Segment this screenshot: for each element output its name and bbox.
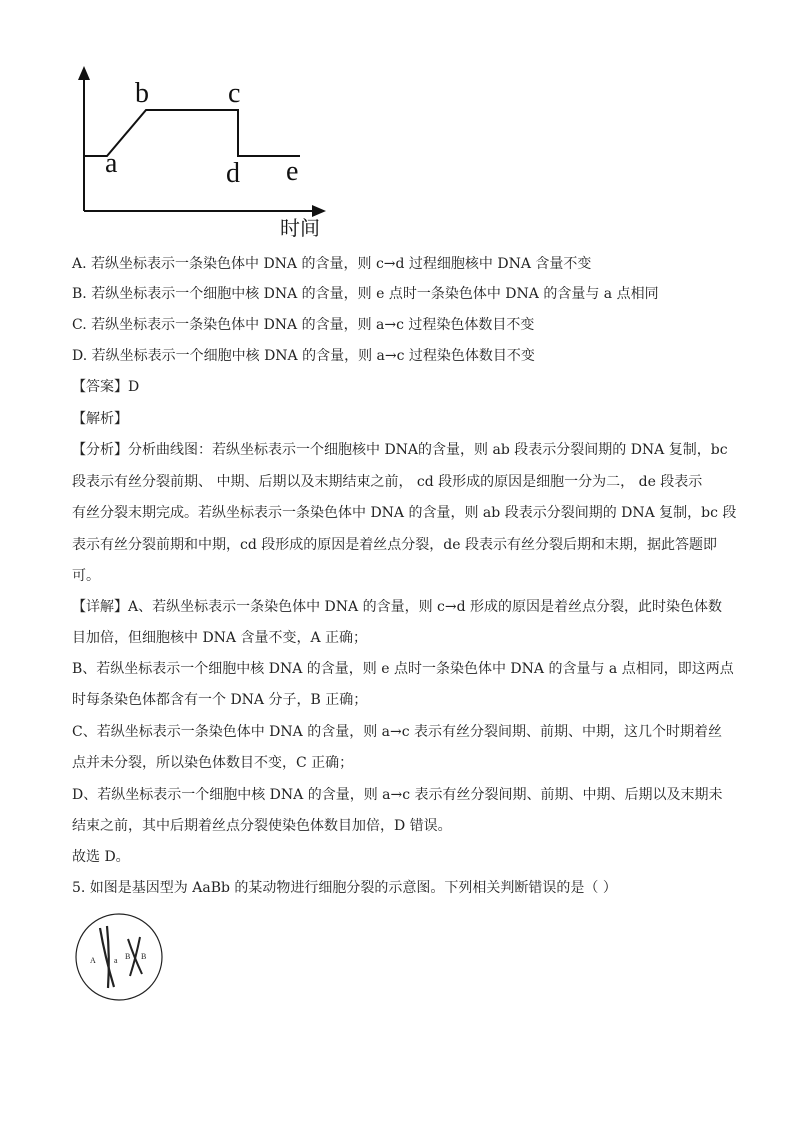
analysis-line: 【分析】分析曲线图：若纵坐标表示一个细胞核中 DNA的含量，则 ab 段表示分裂间期的 DNA 复制，bc — [72, 442, 728, 458]
analysis-line: 可。 — [72, 568, 100, 584]
point-label-b: b — [135, 78, 149, 109]
detail-line: 结束之前，其中后期着丝点分裂使染色体数目加倍，D 错误。 — [72, 818, 452, 834]
point-label-c: c — [228, 78, 241, 109]
gene-label-A: A — [90, 956, 96, 965]
small-chromatid-2 — [130, 937, 140, 976]
cell-drawing — [74, 912, 164, 1002]
dna-content-graph — [60, 60, 350, 245]
analysis-line: 表示有丝分裂前期和中期，cd 段形成的原因是着丝点分裂，de 段表示有丝分裂后期和末期，据此答题即 — [72, 537, 717, 553]
point-label-a: a — [105, 148, 118, 179]
gene-label-B-right: B — [141, 952, 147, 961]
y-axis-arrow — [78, 66, 90, 80]
x-axis-label: 时间 — [280, 216, 320, 240]
detail-line: 时每条染色体都含有一个 DNA 分子，B 正确； — [72, 692, 368, 708]
detail-line: 目加倍，但细胞核中 DNA 含量不变，A 正确； — [72, 630, 368, 646]
cell-membrane — [76, 914, 162, 1000]
detail-line: C、若纵坐标表示一条染色体中 DNA 的含量，则 a→c 表示有丝分裂间期、前期、中期，这几个时期着丝 — [72, 724, 723, 740]
point-label-e: e — [286, 156, 299, 187]
option-a: A. 若纵坐标表示一条染色体中 DNA 的含量，则 c→d 过程细胞核中 DNA 含量不变 — [72, 256, 592, 272]
analysis-line: 段表示有丝分裂前期、 中期、后期以及末期结束之前， cd 段形成的原因是细胞一分为二， de 段表示 — [72, 474, 703, 490]
cell-division-diagram — [74, 912, 164, 1002]
large-chromatid-2 — [107, 926, 109, 988]
answer-line: 【答案】D — [72, 379, 140, 395]
detail-line: 点并未分裂，所以染色体数目不变，C 正确； — [72, 755, 354, 771]
analysis-line: 有丝分裂末期完成。若纵坐标表示一条染色体中 DNA 的含量，则 ab 段表示分裂间期的 DNA 复制，bc 段 — [72, 505, 737, 521]
detail-line: 【详解】A、若纵坐标表示一条染色体中 DNA 的含量，则 c→d 形成的原因是着丝点分裂，此时染色体数 — [72, 599, 723, 615]
detail-line: 故选 D。 — [72, 849, 130, 865]
option-d: D. 若纵坐标表示一个细胞中核 DNA 的含量，则 a→c 过程染色体数目不变 — [72, 348, 535, 364]
analysis-heading: 【解析】 — [72, 411, 128, 427]
point-label-d: d — [226, 158, 240, 189]
option-b: B. 若纵坐标表示一个细胞中核 DNA 的含量，则 e 点时一条染色体中 DNA 的含量与 a 点相同 — [72, 286, 659, 302]
option-c: C. 若纵坐标表示一条染色体中 DNA 的含量，则 a→c 过程染色体数目不变 — [72, 317, 535, 333]
gene-label-a: a — [114, 956, 118, 965]
detail-line: B、若纵坐标表示一个细胞中核 DNA 的含量，则 e 点时一条染色体中 DNA 的含量与 a 点相同，即这两点 — [72, 661, 734, 677]
detail-line: D、若纵坐标表示一个细胞中核 DNA 的含量，则 a→c 表示有丝分裂间期、前期、中期、后期以及末期未 — [72, 787, 723, 803]
gene-label-B-left: B — [125, 952, 131, 961]
question-5: 5. 如图是基因型为 AaBb 的某动物进行细胞分裂的示意图。下列相关判断错误的是（ ） — [72, 880, 617, 896]
